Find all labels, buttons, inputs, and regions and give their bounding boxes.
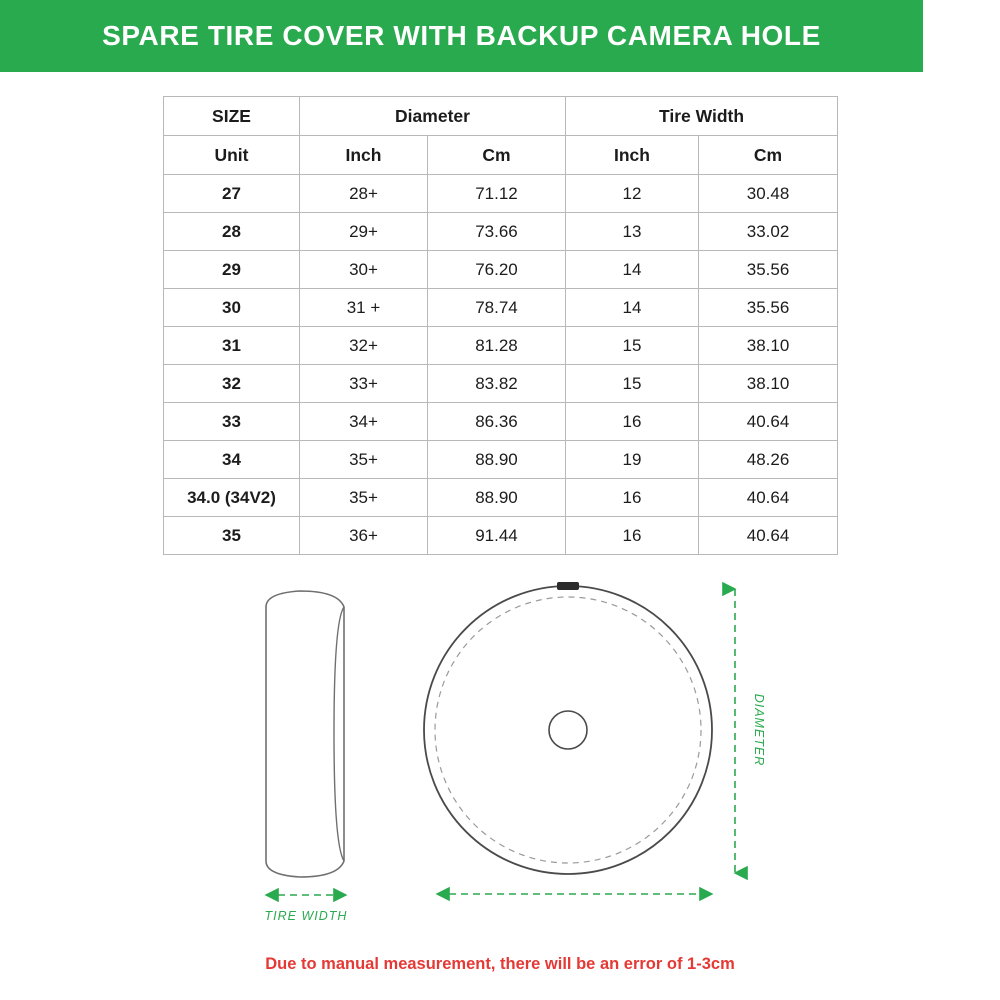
cell-width-cm: 40.64: [699, 403, 838, 441]
cell-size: 31: [164, 327, 300, 365]
column-header-diameter: Diameter: [300, 97, 566, 136]
cell-diameter-inch: 34+: [300, 403, 428, 441]
column-header-diameter-inch: Inch: [300, 136, 428, 175]
column-header-tire-width: Tire Width: [566, 97, 838, 136]
size-chart-table: [163, 96, 838, 555]
table-row: [164, 251, 838, 289]
cell-size: 34: [164, 441, 300, 479]
cell-width-inch: 12: [566, 175, 699, 213]
cell-diameter-inch: 33+: [300, 365, 428, 403]
cell-width-inch: 13: [566, 213, 699, 251]
cell-diameter-inch: 29+: [300, 213, 428, 251]
cell-size: 27: [164, 175, 300, 213]
cell-size: 33: [164, 403, 300, 441]
cell-size: 35: [164, 517, 300, 555]
cell-width-inch: 15: [566, 365, 699, 403]
cell-size: 34.0 (34V2): [164, 479, 300, 517]
cell-width-cm: 40.64: [699, 479, 838, 517]
column-header-width-inch: Inch: [566, 136, 699, 175]
measurement-note: Due to manual measurement, there will be an error of 1-3cm: [265, 955, 735, 973]
cell-width-cm: 38.10: [699, 327, 838, 365]
table-group-header-row: [164, 97, 838, 136]
cell-width-cm: 38.10: [699, 365, 838, 403]
table-sub-header-row: [164, 136, 838, 175]
backup-camera-hole: [549, 711, 587, 749]
table-row: [164, 327, 838, 365]
cell-diameter-cm: 78.74: [428, 289, 566, 327]
cell-width-inch: 16: [566, 403, 699, 441]
cell-diameter-cm: 88.90: [428, 441, 566, 479]
cell-diameter-cm: 73.66: [428, 213, 566, 251]
table-row: [164, 213, 838, 251]
cell-width-cm: 35.56: [699, 289, 838, 327]
column-header-diameter-cm: Cm: [428, 136, 566, 175]
cell-width-inch: 16: [566, 479, 699, 517]
column-header-size: SIZE: [164, 97, 300, 136]
table-row: [164, 441, 838, 479]
cell-size: 28: [164, 213, 300, 251]
tire-cover-front-view: [424, 582, 712, 874]
cell-diameter-inch: 35+: [300, 441, 428, 479]
cell-diameter-cm: 71.12: [428, 175, 566, 213]
cell-diameter-inch: 30+: [300, 251, 428, 289]
cell-diameter-cm: 91.44: [428, 517, 566, 555]
cell-size: 29: [164, 251, 300, 289]
cell-diameter-inch: 31 +: [300, 289, 428, 327]
tire-width-label: TIRE WIDTH: [264, 909, 348, 923]
cell-diameter-inch: 36+: [300, 517, 428, 555]
cell-size: 32: [164, 365, 300, 403]
cell-width-cm: 35.56: [699, 251, 838, 289]
column-header-width-cm: Cm: [699, 136, 838, 175]
cell-width-cm: 33.02: [699, 213, 838, 251]
table-row: [164, 403, 838, 441]
cell-width-cm: 48.26: [699, 441, 838, 479]
cell-size: 30: [164, 289, 300, 327]
table-row: [164, 479, 838, 517]
cell-diameter-inch: 28+: [300, 175, 428, 213]
diameter-dimension-vertical: [735, 589, 766, 873]
cell-width-cm: 30.48: [699, 175, 838, 213]
header-bar: [0, 0, 923, 72]
tire-width-dimension: [265, 895, 348, 923]
cell-width-inch: 15: [566, 327, 699, 365]
table-row: [164, 365, 838, 403]
table-row: [164, 175, 838, 213]
cell-diameter-cm: 83.82: [428, 365, 566, 403]
cell-width-inch: 14: [566, 289, 699, 327]
cell-diameter-inch: 35+: [300, 479, 428, 517]
tire-cover-side-view: [266, 591, 344, 877]
cell-diameter-cm: 88.90: [428, 479, 566, 517]
product-diagram: [0, 545, 1000, 945]
cell-diameter-inch: 32+: [300, 327, 428, 365]
table-row: [164, 289, 838, 327]
cell-width-inch: 16: [566, 517, 699, 555]
camera-tab: [557, 582, 579, 590]
diameter-label: DIAMETER: [752, 693, 766, 767]
cell-width-cm: 40.64: [699, 517, 838, 555]
page-title: SPARE TIRE COVER WITH BACKUP CAMERA HOLE: [102, 20, 821, 51]
cell-width-inch: 14: [566, 251, 699, 289]
cell-diameter-cm: 81.28: [428, 327, 566, 365]
cell-width-inch: 19: [566, 441, 699, 479]
cell-diameter-cm: 76.20: [428, 251, 566, 289]
column-header-unit: Unit: [164, 136, 300, 175]
cell-diameter-cm: 86.36: [428, 403, 566, 441]
